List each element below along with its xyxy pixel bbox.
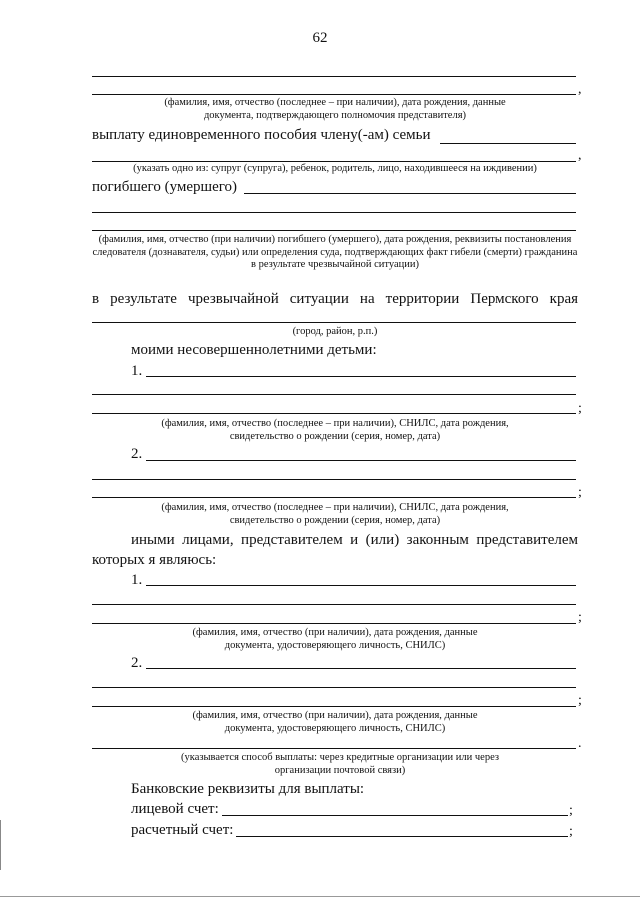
item-number: 1. bbox=[131, 572, 143, 588]
caption-child: (фамилия, имя, отчество (последнее – при наличии), СНИЛС, дата рождения, свидетельство о рождении (серия, номер, дата) bbox=[161, 502, 509, 526]
fill-line[interactable] bbox=[92, 413, 576, 414]
settlement-account-label: расчетный счет: bbox=[131, 822, 234, 838]
fill-line[interactable] bbox=[92, 322, 576, 323]
fill-line[interactable] bbox=[146, 376, 576, 377]
semicolon: ; bbox=[569, 824, 573, 839]
scan-edge bbox=[0, 820, 1, 870]
fill-line[interactable] bbox=[92, 230, 576, 231]
fill-line[interactable] bbox=[244, 193, 576, 194]
caption-child: (фамилия, имя, отчество (последнее – при наличии), СНИЛС, дата рождения, свидетельство о рождении (серия, номер, дата) bbox=[161, 418, 509, 442]
caption-person: (фамилия, имя, отчество (при наличии), дата рождения, данные документа, удостоверяющего личность, СНИЛС) bbox=[192, 710, 478, 734]
personal-account-label: лицевой счет: bbox=[131, 801, 219, 817]
deceased-label: погибшего (умершего) bbox=[92, 179, 238, 195]
item-number: 1. bbox=[131, 363, 143, 379]
fill-line[interactable] bbox=[146, 668, 576, 669]
item-number: 2. bbox=[131, 655, 143, 671]
fill-line[interactable] bbox=[146, 460, 576, 461]
semicolon: ; bbox=[578, 401, 582, 416]
caption-payment-method: (указывается способ выплаты: через кредитные организации или через организации почтовой связи) bbox=[181, 752, 499, 776]
fill-line[interactable] bbox=[92, 76, 576, 77]
emergency-label: в результате чрезвычайной ситуации на территории Пермского края bbox=[92, 291, 578, 307]
fill-line[interactable] bbox=[92, 94, 576, 95]
item-number: 2. bbox=[131, 446, 143, 462]
caption-location: (город, район, р.п.) bbox=[292, 326, 378, 337]
fill-line[interactable] bbox=[92, 161, 576, 162]
comma: , bbox=[578, 82, 582, 97]
minor-children-label: моими несовершеннолетними детьми: bbox=[131, 342, 377, 358]
fill-line[interactable] bbox=[440, 143, 576, 144]
fill-line[interactable] bbox=[92, 479, 576, 480]
payment-to-family-label: выплату единовременного пособия члену(-ам) семьи bbox=[92, 127, 431, 143]
fill-line[interactable] bbox=[92, 394, 576, 395]
page-number: 62 bbox=[312, 30, 328, 46]
fill-line[interactable] bbox=[92, 497, 576, 498]
scan-edge bbox=[0, 896, 640, 897]
fill-line[interactable] bbox=[92, 706, 576, 707]
caption-relation: (указать одно из: супруг (супруга), ребенок, родитель, лицо, находившееся на иждивении) bbox=[133, 163, 537, 174]
personal-account-field[interactable] bbox=[222, 815, 568, 816]
semicolon: ; bbox=[578, 610, 582, 625]
semicolon: ; bbox=[578, 693, 582, 708]
fill-line[interactable] bbox=[92, 212, 576, 213]
fill-line[interactable] bbox=[92, 604, 576, 605]
caption-deceased: (фамилия, имя, отчество (при наличии) погибшего (умершего), дата рождения, реквизиты постановления следователя (дознавателя, судьи) или определения суда, подтверждающих факт гибели (смерти) гражданина в результате чрезвычайной ситуации) bbox=[92, 234, 578, 270]
fill-line[interactable] bbox=[92, 748, 576, 749]
fill-line[interactable] bbox=[92, 687, 576, 688]
period: . bbox=[578, 736, 582, 751]
semicolon: ; bbox=[569, 803, 573, 818]
semicolon: ; bbox=[578, 485, 582, 500]
bank-details-label: Банковские реквизиты для выплаты: bbox=[131, 781, 365, 797]
fill-line[interactable] bbox=[92, 623, 576, 624]
other-persons-label-cont: которых я являюсь: bbox=[92, 552, 217, 568]
caption-representative: (фамилия, имя, отчество (последнее – при наличии), дата рождения, данные документа, подтверждающего полномочия представителя) bbox=[164, 97, 506, 121]
fill-line[interactable] bbox=[146, 585, 576, 586]
comma: , bbox=[578, 148, 582, 163]
other-persons-label: иными лицами, представителем и (или) законным представителем bbox=[131, 532, 578, 548]
caption-person: (фамилия, имя, отчество (при наличии), дата рождения, данные документа, удостоверяющего личность, СНИЛС) bbox=[192, 627, 478, 651]
settlement-account-field[interactable] bbox=[236, 836, 568, 837]
